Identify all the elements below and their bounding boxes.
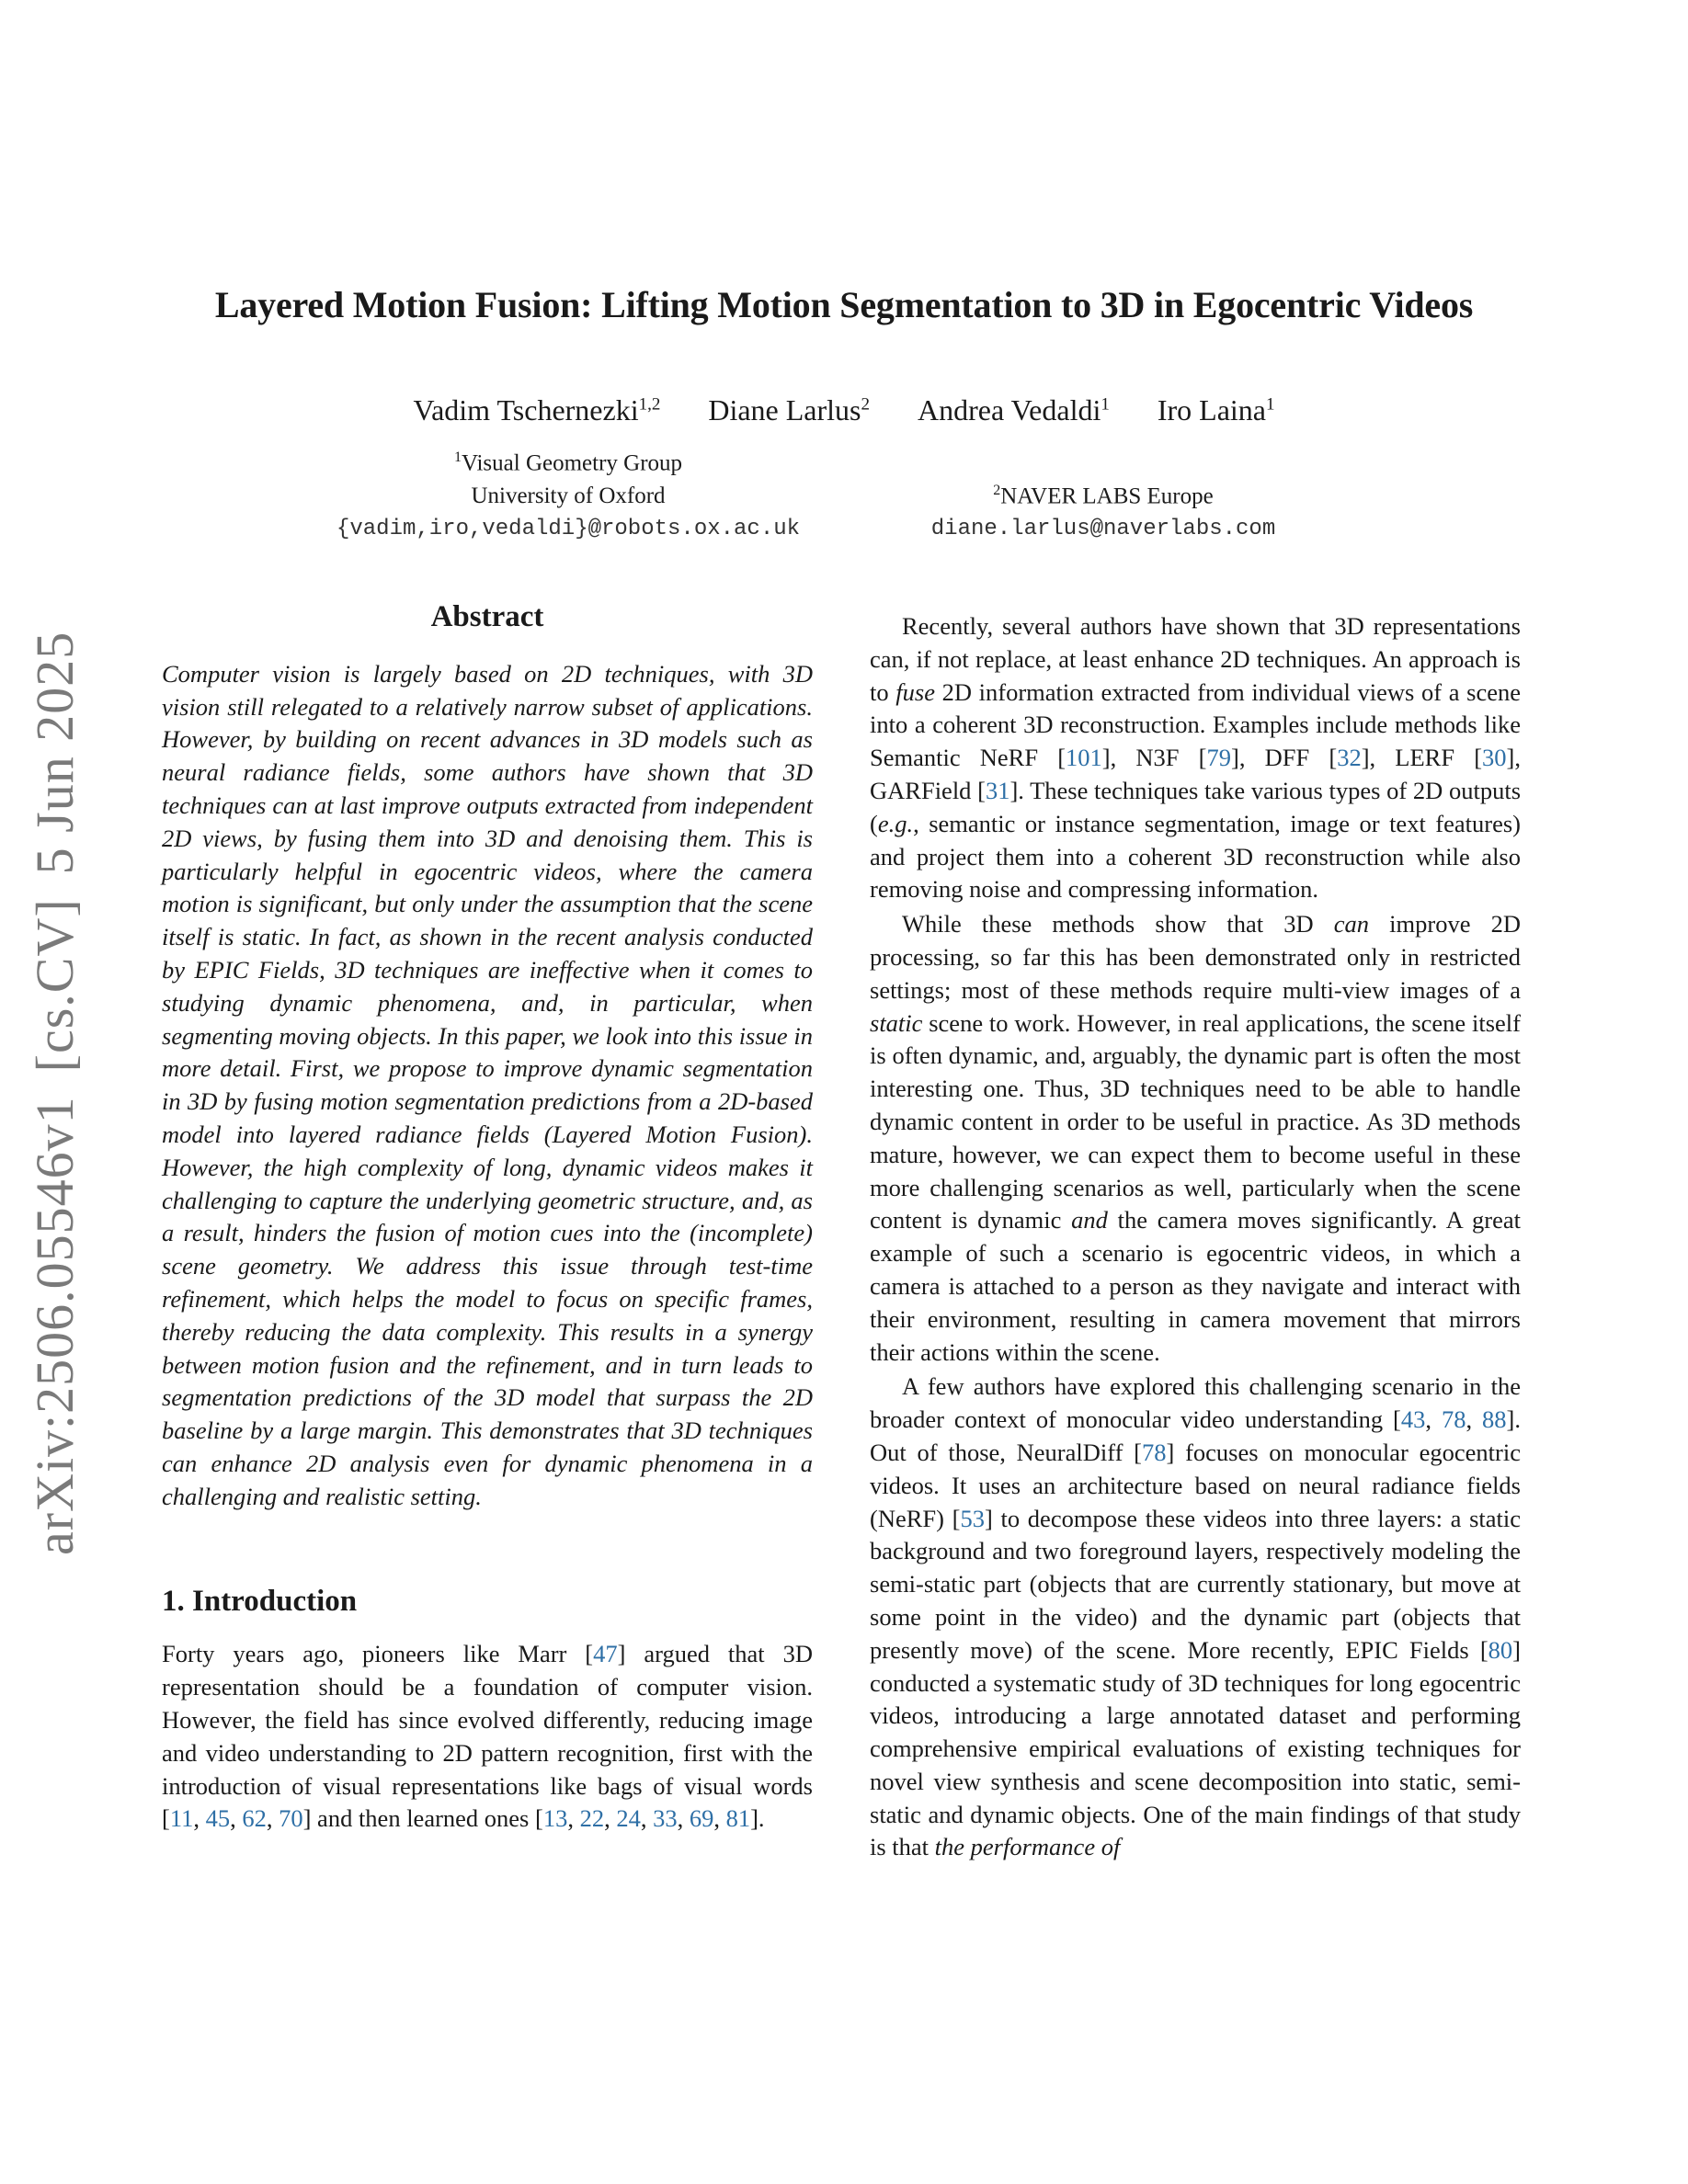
citation-link[interactable]: 101	[1066, 744, 1102, 772]
citation-link[interactable]: 32	[1337, 744, 1362, 772]
citation-link[interactable]: 69	[689, 1804, 714, 1833]
author: Vadim Tschernezki$^{1,2}$	[413, 393, 661, 427]
citation-link[interactable]: 70	[279, 1804, 303, 1833]
intro-paragraph: Forty years ago, pioneers like Marr [47] argued that 3D representation should be a foundation of computer vision. However, the field has since evolved differently, reducing image and video understanding to 2D pattern recognition, first with the introduction of visual representations like bags of visual words [11, 45, 62, 70] and then learned ones [13, 22, 24, 33, 69, 81].	[162, 1640, 813, 1833]
citation-link[interactable]: 79	[1206, 744, 1231, 772]
citation-link[interactable]: 78	[1142, 1438, 1167, 1466]
paper-title: Layered Motion Fusion: Lifting Motion Segmentation to 3D in Egocentric Videos	[214, 284, 1474, 325]
affiliation-oxford: $^1$Visual Geometry Group University of Oxford {vadim,iro,vedaldi}@robots.ox.ac.uk	[292, 441, 844, 546]
left-column	[162, 597, 813, 1836]
citation-link[interactable]: 78	[1441, 1405, 1466, 1434]
citation-link[interactable]: 62	[242, 1804, 267, 1833]
citation-link[interactable]: 45	[205, 1804, 231, 1833]
author: Iro Laina$^1$	[1157, 393, 1275, 427]
author-list	[0, 393, 1688, 427]
email-naver[interactable]: diane.larlus@naverlabs.com	[930, 517, 1276, 542]
abstract-heading: Abstract	[430, 600, 544, 633]
body-paragraph: While these methods show that 3D can improve 2D processing, so far this has been demonstrated only in restricted settings; most of these methods require multi-view images of a static scene to work. However, in real applications, the scene itself is often dynamic, and, arguably, the dynamic part is often the most interesting one. Thus, 3D techniques need to be able to handle dynamic content in order to be useful in practice. As 3D methods mature, however, we can expect them to become useful in these more challenging scenarios as well, particularly when the scene content is dynamic and the camera moves significantly. A great example of such a scenario is egocentric videos, in which a camera is attached to a person as they navigate and interact with their environment, resulting in camera movement that mirrors their actions within the scene.	[870, 910, 1521, 1366]
arxiv-watermark: arXiv:2506.05546v1[cs.CV]5 Jun 2025	[25, 631, 85, 1555]
citation-link[interactable]: 24	[616, 1804, 641, 1833]
citation-link[interactable]: 31	[985, 776, 1010, 804]
citation-link[interactable]: 80	[1488, 1635, 1513, 1664]
email-oxford[interactable]: {vadim,iro,vedaldi}@robots.ox.ac.uk	[336, 517, 801, 542]
author: Diane Larlus$^2$	[708, 393, 870, 427]
citation-link[interactable]: 22	[579, 1804, 605, 1833]
citation-link[interactable]: 53	[960, 1504, 985, 1532]
citation-link[interactable]: 88	[1482, 1405, 1507, 1434]
abstract-text: Computer vision is largely based on 2D techniques, with 3D vision still relegated to a relatively narrow subset of applications. However, by building on recent advances in 3D models such as neural radiance fields, some authors have shown that 3D techniques can at last improve outputs extracted from independent 2D views, by fusing them into 3D and denoising them. This is particularly helpful in egocentric videos, where the camera motion is significant, but only under the assumption that the scene itself is static. In fact, as shown in the recent analysis conducted by EPIC Fields, 3D techniques are ineffective when it comes to studying dynamic phenomena, and, in particular, when segmenting moving objects. In this paper, we look into this issue in more detail. First, we propose to improve dynamic segmentation in 3D by fusing motion segmentation predictions from a 2D-based model into layered radiance fields (Layered Motion Fusion). However, the high complexity of long, dynamic videos makes it challenging to capture the underlying geometric structure, and, as a result, hinders the fusion of motion cues into the (incomplete) scene geometry. We address this issue through test-time refinement, which helps the model to focus on specific frames, thereby reducing the data complexity. This results in a synergy between motion fusion and the refinement, and in turn leads to segmentation predictions of the 3D model that surpass the 2D baseline by a large margin. This demonstrates that 3D techniques can enhance 2D analysis even for dynamic phenomena in a challenging and realistic setting.	[162, 659, 813, 1510]
citation-link[interactable]: 11	[169, 1804, 194, 1833]
author: Andrea Vedaldi$^1$	[918, 393, 1110, 427]
section-heading-introduction: 1. Introduction	[162, 1584, 358, 1618]
citation-link[interactable]: 47	[593, 1640, 618, 1668]
body-paragraph: A few authors have explored this challenging scenario in the broader context of monocular video understanding [43, 78, 88]. Out of those, NeuralDiff [78] focuses on monocular egocentric videos. It uses an architecture based on neural radiance fields (NeRF) [53] to decompose these videos into three layers: a static background and two foreground layers, respectively modeling the semi-static part (objects that are currently stationary, but move at some point in the video) and the dynamic part (objects that presently move) of the scene. More recently, EPIC Fields [80] conducted a systematic study of 3D techniques for long egocentric videos, introducing a large annotated dataset and performing comprehensive empirical evaluations of existing techniques for novel view synthesis and scene decomposition into static, semi-static and dynamic objects. One of the main findings of that study is that the performance of	[870, 1372, 1521, 1861]
citation-link[interactable]: 33	[653, 1804, 678, 1833]
citation-link[interactable]: 13	[542, 1804, 568, 1833]
affiliation-naver: $^2$NAVER LABS Europe diane.larlus@naverlabs.com	[873, 474, 1333, 546]
right-column	[870, 610, 1521, 1864]
citation-link[interactable]: 81	[725, 1804, 751, 1833]
citation-link[interactable]: 30	[1482, 744, 1507, 772]
body-paragraph: Recently, several authors have shown that 3D representations can, if not replace, at least enhance 2D techniques. An approach is to fuse 2D information extracted from individual views of a scene into a coherent 3D reconstruction. Examples include methods like Semantic NeRF [101], N3F [79], DFF [32], LERF [30], GARField [31]. These techniques take various types of 2D outputs (e.g., semantic or instance segmentation, image or text features) and project them into a coherent 3D reconstruction while also removing noise and compressing information.	[870, 612, 1522, 904]
citation-link[interactable]: 43	[1400, 1405, 1426, 1434]
